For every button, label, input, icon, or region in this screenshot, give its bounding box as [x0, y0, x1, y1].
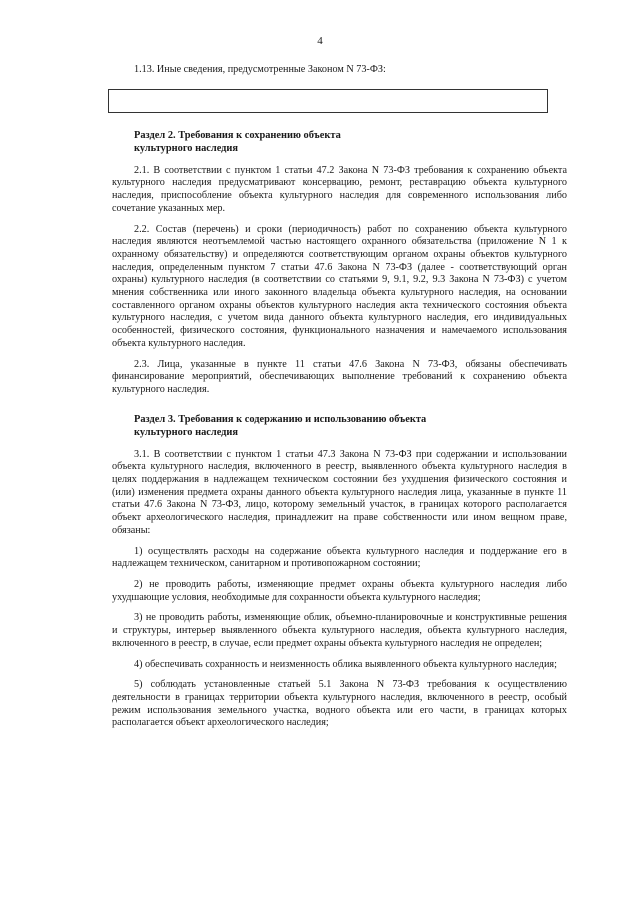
- section-2-title-line1: Раздел 2. Требования к сохранению объекта: [134, 129, 341, 141]
- paragraph-2-1: 2.1. В соответствии с пунктом 1 статьи 47.2 Закона N 73-ФЗ требования к сохранению объекта культурного наследия предусматривают консервацию, ремонт, реставрацию объекта культурного наследия, приспособление объекта культурного наследия для современного использования либо сочетание указанных мер.: [112, 164, 567, 214]
- section-2: [112, 129, 567, 397]
- section-2-title-line2: культурного наследия: [134, 142, 239, 154]
- section-3: [112, 413, 567, 730]
- item-1-13: 1.13. Иные сведения, предусмотренные Законом N 73-ФЗ:: [134, 64, 386, 75]
- section-3-title-line2: культурного наследия: [134, 426, 239, 438]
- list-item: 1) осуществлять расходы на содержание объекта культурного наследия и поддержание его в надлежащем техническом, санитарном и противопожарном состоянии;: [112, 545, 567, 570]
- paragraph-2-2: 2.2. Состав (перечень) и сроки (периодичность) работ по сохранению объекта культурного наследия являются неотъемлемой частью настоящего охранного обязательства (приложение N 1 к охранному обязательству) и определяются соответствующим органом охраны объектов культурного наследия, определенным пунктом 7 статьи 47.6 Закона N 73-ФЗ (далее - соответствующий орган охраны) культурного наследия (в соответствии со статьями 9, 9.1, 9.2, 9.3 Закона N 73-ФЗ) с учетом мнения собственника или иного законного владельца объекта культурного наследия, на основании составленного органом охраны объектов культурного наследия акта технического состояния объекта культурного наследия, с учетом вида данного объекта культурного наследия, его индивидуальных особенностей, физического состояния, функционального назначения и намечаемого использования объекта культурного наследия.: [112, 223, 567, 349]
- paragraph-3-1: 3.1. В соответствии с пунктом 1 статьи 47.3 Закона N 73-ФЗ при содержании и использовании объекта культурного наследия, включенного в реестр, выявленного объекта культурного наследия в целях поддержания в надлежащем техническом состоянии без ухудшения физического состояния и (или) изменения предмета охраны данного объекта культурного наследия лица, указанные в пункте 11 статьи 47.6 Закона N 73-ФЗ, лицо, которому земельный участок, в границах которого располагается объект археологического наследия, принадлежит на праве собственности или ином вещном праве, обязаны:: [112, 448, 567, 536]
- list-item: 2) не проводить работы, изменяющие предмет охраны объекта культурного наследия либо ухудшающие условия, необходимые для сохранности объекта культурного наследия;: [112, 578, 567, 603]
- document-body: [112, 64, 567, 730]
- empty-field-box: [108, 89, 548, 113]
- list-item: 4) обеспечивать сохранность и неизменность облика выявленного объекта культурного наследия;: [134, 658, 557, 670]
- list-item: 5) соблюдать установленные статьей 5.1 Закона N 73-ФЗ требования к осуществлению деятельности в границах территории объекта культурного наследия, включенного в реестр, особый режим использования земельного участка, водного объекта или его части, в границах которых располагается объект археологического наследия;: [112, 679, 567, 729]
- page-number: 4: [317, 35, 323, 47]
- list-item: 3) не проводить работы, изменяющие облик, объемно-планировочные и конструктивные решения и структуры, интерьер выявленного объекта культурного наследия, объекта культурного наследия, включенного в реестр, в случае, если предмет охраны объекта культурного наследия не определен;: [112, 612, 567, 649]
- paragraph-2-3: 2.3. Лица, указанные в пункте 11 статьи 47.6 Закона N 73-ФЗ, обязаны обеспечивать финансирование мероприятий, обеспечивающих выполнение требований к сохранению объекта культурного наследия.: [112, 358, 567, 395]
- section-3-title-line1: Раздел 3. Требования к содержанию и использованию объекта: [134, 413, 427, 425]
